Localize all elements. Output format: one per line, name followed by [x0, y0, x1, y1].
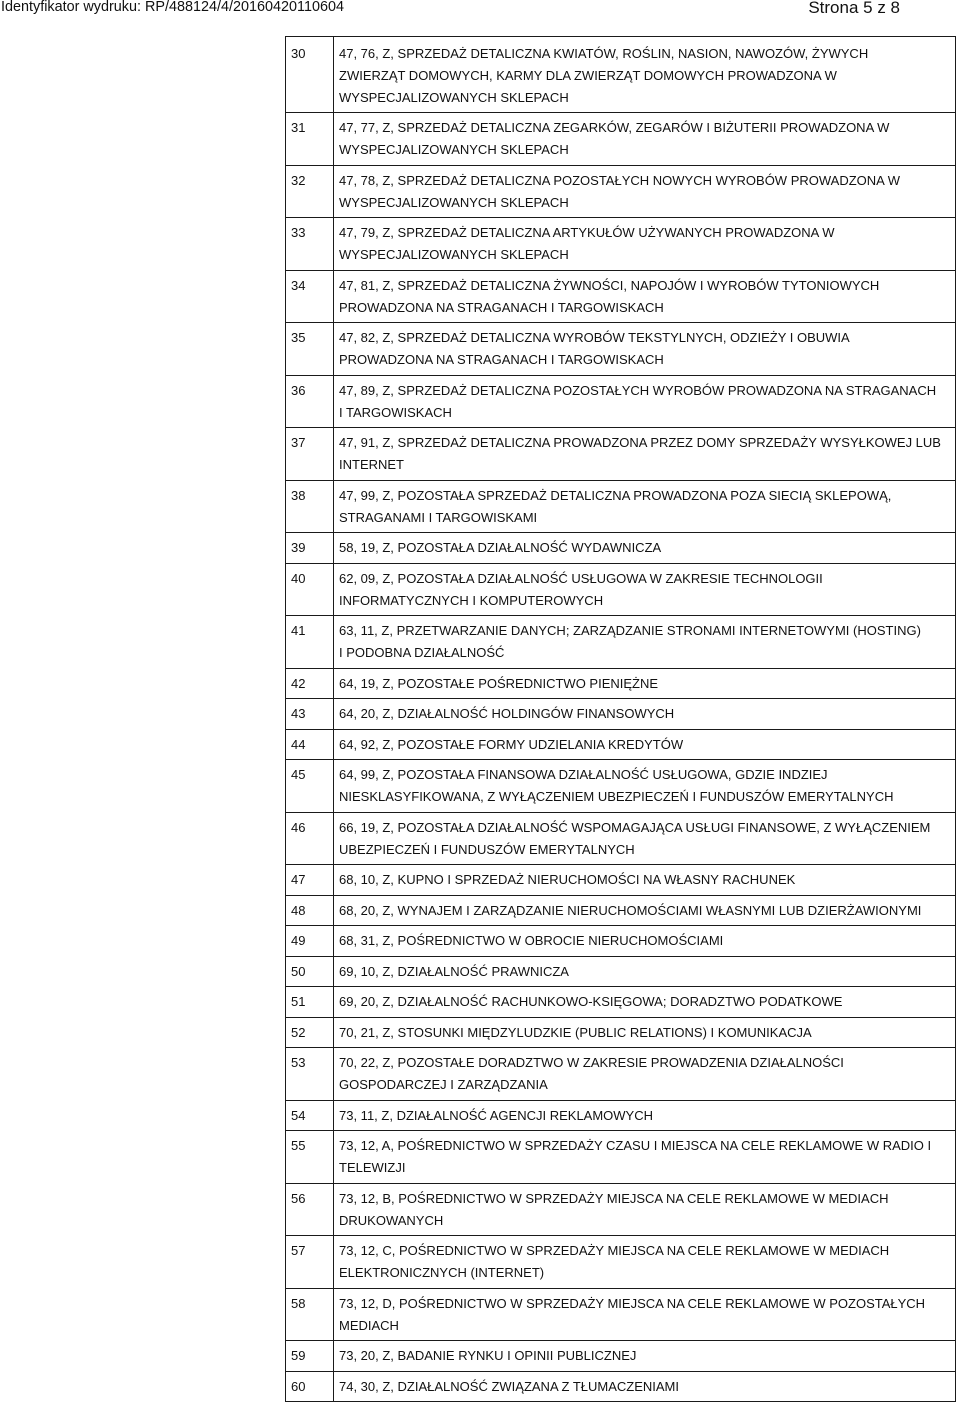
row-number: 46: [286, 813, 334, 865]
description-line: WYSPECJALIZOWANYCH SKLEPACH: [339, 194, 569, 210]
row-number: 39: [286, 533, 334, 563]
description-line: 47, 77, Z, SPRZEDAŻ DETALICZNA ZEGARKÓW, ZEGARÓW I BIŻUTERII PROWADZONA W: [339, 120, 890, 135]
description-line: 64, 20, Z, DZIAŁALNOŚĆ HOLDINGÓW FINANSOWYCH: [339, 706, 675, 721]
table-row: [286, 1341, 955, 1372]
description-line: I PODOBNA DZIAŁALNOŚĆ: [339, 645, 505, 660]
description-line: WYSPECJALIZOWANYCH SKLEPACH: [339, 142, 569, 157]
row-number: 32: [286, 166, 334, 218]
description-line: MEDIACH: [339, 1317, 399, 1333]
activity-description: [334, 1131, 955, 1183]
row-number: 52: [286, 1018, 334, 1048]
print-identifier-value: RP/488124/4/20160420110604: [144, 0, 344, 15]
activity-description: [334, 481, 955, 533]
description-line: WYSPECJALIZOWANYCH SKLEPACH: [339, 247, 569, 262]
activity-description: [334, 1289, 955, 1341]
activity-description: [334, 1372, 955, 1402]
row-number: 60: [286, 1372, 334, 1402]
row-number: 47: [286, 865, 334, 895]
row-number: 44: [286, 730, 334, 760]
print-identifier: [1, 0, 344, 16]
activity-description: [334, 616, 955, 668]
table-row: [286, 376, 955, 429]
table-row: [286, 533, 955, 564]
description-line: ELEKTRONICZNYCH (INTERNET): [339, 1265, 545, 1280]
description-line: 47, 91, Z, SPRZEDAŻ DETALICZNA PROWADZONA PRZEZ DOMY SPRZEDAŻY WYSYŁKOWEJ LUB: [339, 435, 941, 450]
row-number: 37: [286, 428, 334, 480]
activity-description: [334, 669, 955, 699]
table-row: [286, 616, 955, 669]
description-line: STRAGANAMI I TARGOWISKAMI: [339, 509, 538, 525]
print-identifier-label: Identyfikator wydruku:: [1, 0, 141, 15]
description-line: 47, 89, Z, SPRZEDAŻ DETALICZNA POZOSTAŁYCH WYROBÓW PROWADZONA NA STRAGANACH: [339, 382, 937, 398]
row-number: 54: [286, 1101, 334, 1131]
activity-description: [334, 564, 955, 616]
description-line: 68, 20, Z, WYNAJEM I ZARZĄDZANIE NIERUCHOMOŚCIAMI WŁASNYMI LUB DZIERŻAWIONYMI: [339, 902, 922, 918]
description-line: DRUKOWANYCH: [339, 1212, 444, 1228]
activity-description: [334, 957, 955, 987]
description-line: 47, 99, Z, POZOSTAŁA SPRZEDAŻ DETALICZNA PROWADZONA POZA SIECIĄ SKLEPOWĄ,: [339, 487, 892, 503]
row-number: 49: [286, 926, 334, 956]
activity-description: [334, 533, 955, 563]
table-row: [286, 1131, 955, 1184]
description-line: UBEZPIECZEŃ I FUNDUSZÓW EMERYTALNYCH: [339, 841, 635, 857]
table-row: [286, 166, 955, 219]
description-line: NIESKLASYFIKOWANA, Z WYŁĄCZENIEM UBEZPIECZEŃ I FUNDUSZÓW EMERYTALNYCH: [339, 789, 894, 804]
table-row: [286, 730, 955, 761]
row-number: 53: [286, 1048, 334, 1100]
activity-description: [334, 113, 955, 165]
description-line: 47, 79, Z, SPRZEDAŻ DETALICZNA ARTYKUŁÓW UŻYWANYCH PROWADZONA W: [339, 225, 835, 240]
description-line: PROWADZONA NA STRAGANACH I TARGOWISKACH: [339, 299, 664, 315]
activity-description: [334, 896, 955, 926]
description-line: 58, 19, Z, POZOSTAŁA DZIAŁALNOŚĆ WYDAWNICZA: [339, 540, 662, 555]
description-line: 62, 09, Z, POZOSTAŁA DZIAŁALNOŚĆ USŁUGOWA W ZAKRESIE TECHNOLOGII: [339, 570, 823, 586]
description-line: TELEWIZJI: [339, 1160, 406, 1175]
table-row: [286, 896, 955, 927]
description-line: 73, 12, D, POŚREDNICTWO W SPRZEDAŻY MIEJSCA NA CELE REKLAMOWE W POZOSTAŁYCH: [339, 1295, 926, 1311]
row-number: 51: [286, 987, 334, 1017]
row-number: 55: [286, 1131, 334, 1183]
description-line: 69, 10, Z, DZIAŁALNOŚĆ PRAWNICZA: [339, 963, 569, 979]
activity-description: [334, 730, 955, 760]
table-row: [286, 1184, 955, 1237]
table-row: [286, 1101, 955, 1132]
table-row: [286, 564, 955, 617]
table-row: [286, 428, 955, 481]
description-line: 68, 10, Z, KUPNO I SPRZEDAŻ NIERUCHOMOŚCI NA WŁASNY RACHUNEK: [339, 872, 796, 887]
activity-description: [334, 1018, 955, 1048]
description-line: 63, 11, Z, PRZETWARZANIE DANYCH; ZARZĄDZANIE STRONAMI INTERNETOWYMI (HOSTING): [339, 623, 921, 638]
description-line: ZWIERZĄT DOMOWYCH, KARMY DLA ZWIERZĄT DOMOWYCH PROWADZONA W: [339, 67, 837, 83]
activity-description: [334, 987, 955, 1017]
activity-description: [334, 37, 955, 112]
description-line: 64, 19, Z, POZOSTAŁE POŚREDNICTWO PIENIĘŻNE: [339, 675, 659, 691]
table-row: [286, 669, 955, 700]
activity-description: [334, 1236, 955, 1288]
description-line: 47, 78, Z, SPRZEDAŻ DETALICZNA POZOSTAŁYCH NOWYCH WYROBÓW PROWADZONA W: [339, 172, 900, 188]
row-number: 33: [286, 218, 334, 270]
row-number: 56: [286, 1184, 334, 1236]
description-line: 69, 20, Z, DZIAŁALNOŚĆ RACHUNKOWO-KSIĘGOWA; DORADZTWO PODATKOWE: [339, 994, 843, 1009]
description-line: 64, 99, Z, POZOSTAŁA FINANSOWA DZIAŁALNOŚĆ USŁUGOWA, GDZIE INDZIEJ: [339, 767, 828, 782]
row-number: 38: [286, 481, 334, 533]
description-line: 64, 92, Z, POZOSTAŁE FORMY UDZIELANIA KREDYTÓW: [339, 736, 684, 752]
description-line: PROWADZONA NA STRAGANACH I TARGOWISKACH: [339, 352, 664, 367]
activity-description: [334, 813, 955, 865]
description-line: GOSPODARCZEJ I ZARZĄDZANIA: [339, 1077, 548, 1092]
activity-description: [334, 271, 955, 323]
description-line: 70, 21, Z, STOSUNKI MIĘDZYLUDZKIE (PUBLIC RELATIONS) I KOMUNIKACJA: [339, 1024, 812, 1040]
activity-description: [334, 323, 955, 375]
table-row: [286, 926, 955, 957]
table-row: [286, 957, 955, 988]
row-number: 30: [286, 37, 334, 112]
activity-description: [334, 699, 955, 729]
activity-table: [285, 36, 956, 1402]
activity-description: [334, 1101, 955, 1131]
description-line: 70, 22, Z, POZOSTAŁE DORADZTWO W ZAKRESIE PROWADZENIA DZIAŁALNOŚCI: [339, 1055, 844, 1070]
description-line: INFORMATYCZNYCH I KOMPUTEROWYCH: [339, 592, 604, 608]
table-row: [286, 987, 955, 1018]
table-row: [286, 113, 955, 166]
activity-description: [334, 865, 955, 895]
description-line: 74, 30, Z, DZIAŁALNOŚĆ ZWIĄZANA Z TŁUMACZENIAMI: [339, 1378, 679, 1394]
activity-description: [334, 760, 955, 812]
table-row: [286, 481, 955, 534]
row-number: 59: [286, 1341, 334, 1371]
description-line: I TARGOWISKACH: [339, 404, 452, 420]
row-number: 35: [286, 323, 334, 375]
description-line: 47, 81, Z, SPRZEDAŻ DETALICZNA ŻYWNOŚCI, NAPOJÓW I WYROBÓW TYTONIOWYCH: [339, 277, 880, 293]
description-line: 73, 20, Z, BADANIE RYNKU I OPINII PUBLICZNEJ: [339, 1348, 637, 1363]
table-row: [286, 865, 955, 896]
row-number: 43: [286, 699, 334, 729]
table-row: [286, 271, 955, 324]
activity-description: [334, 166, 955, 218]
activity-description: [334, 1184, 955, 1236]
description-line: 73, 12, B, POŚREDNICTWO W SPRZEDAŻY MIEJSCA NA CELE REKLAMOWE W MEDIACH: [339, 1190, 889, 1206]
table-row: [286, 813, 955, 866]
row-number: 34: [286, 271, 334, 323]
description-line: 47, 76, Z, SPRZEDAŻ DETALICZNA KWIATÓW, ROŚLIN, NASION, NAWOZÓW, ŻYWYCH: [339, 45, 869, 61]
description-line: 47, 82, Z, SPRZEDAŻ DETALICZNA WYROBÓW TEKSTYLNYCH, ODZIEŻY I OBUWIA: [339, 330, 850, 345]
table-row: [286, 218, 955, 271]
table-row: [286, 1048, 955, 1101]
table-row: [286, 323, 955, 376]
table-row: [286, 37, 955, 113]
row-number: 48: [286, 896, 334, 926]
row-number: 45: [286, 760, 334, 812]
row-number: 50: [286, 957, 334, 987]
description-line: INTERNET: [339, 457, 404, 472]
description-line: 68, 31, Z, POŚREDNICTWO W OBROCIE NIERUCHOMOŚCIAMI: [339, 933, 724, 948]
table-row: [286, 1372, 955, 1403]
description-line: 66, 19, Z, POZOSTAŁA DZIAŁALNOŚĆ WSPOMAGAJĄCA USŁUGI FINANSOWE, Z WYŁĄCZENIEM: [339, 819, 931, 835]
description-line: 73, 11, Z, DZIAŁALNOŚĆ AGENCJI REKLAMOWYCH: [339, 1107, 654, 1123]
activity-description: [334, 376, 955, 428]
row-number: 31: [286, 113, 334, 165]
table-row: [286, 699, 955, 730]
activity-description: [334, 1341, 955, 1371]
activity-description: [334, 428, 955, 480]
row-number: 41: [286, 616, 334, 668]
activity-description: [334, 926, 955, 956]
row-number: 42: [286, 669, 334, 699]
description-line: WYSPECJALIZOWANYCH SKLEPACH: [339, 89, 569, 105]
activity-description: [334, 218, 955, 270]
table-row: [286, 1018, 955, 1049]
activity-description: [334, 1048, 955, 1100]
table-row: [286, 1289, 955, 1342]
description-line: 73, 12, C, POŚREDNICTWO W SPRZEDAŻY MIEJSCA NA CELE REKLAMOWE W MEDIACH: [339, 1243, 890, 1258]
row-number: 58: [286, 1289, 334, 1341]
page-number: Strona 5 z 8: [808, 0, 900, 17]
row-number: 36: [286, 376, 334, 428]
row-number: 40: [286, 564, 334, 616]
row-number: 57: [286, 1236, 334, 1288]
description-line: 73, 12, A, POŚREDNICTWO W SPRZEDAŻY CZASU I MIEJSCA NA CELE REKLAMOWE W RADIO I: [339, 1138, 932, 1153]
table-row: [286, 760, 955, 813]
table-row: [286, 1236, 955, 1289]
